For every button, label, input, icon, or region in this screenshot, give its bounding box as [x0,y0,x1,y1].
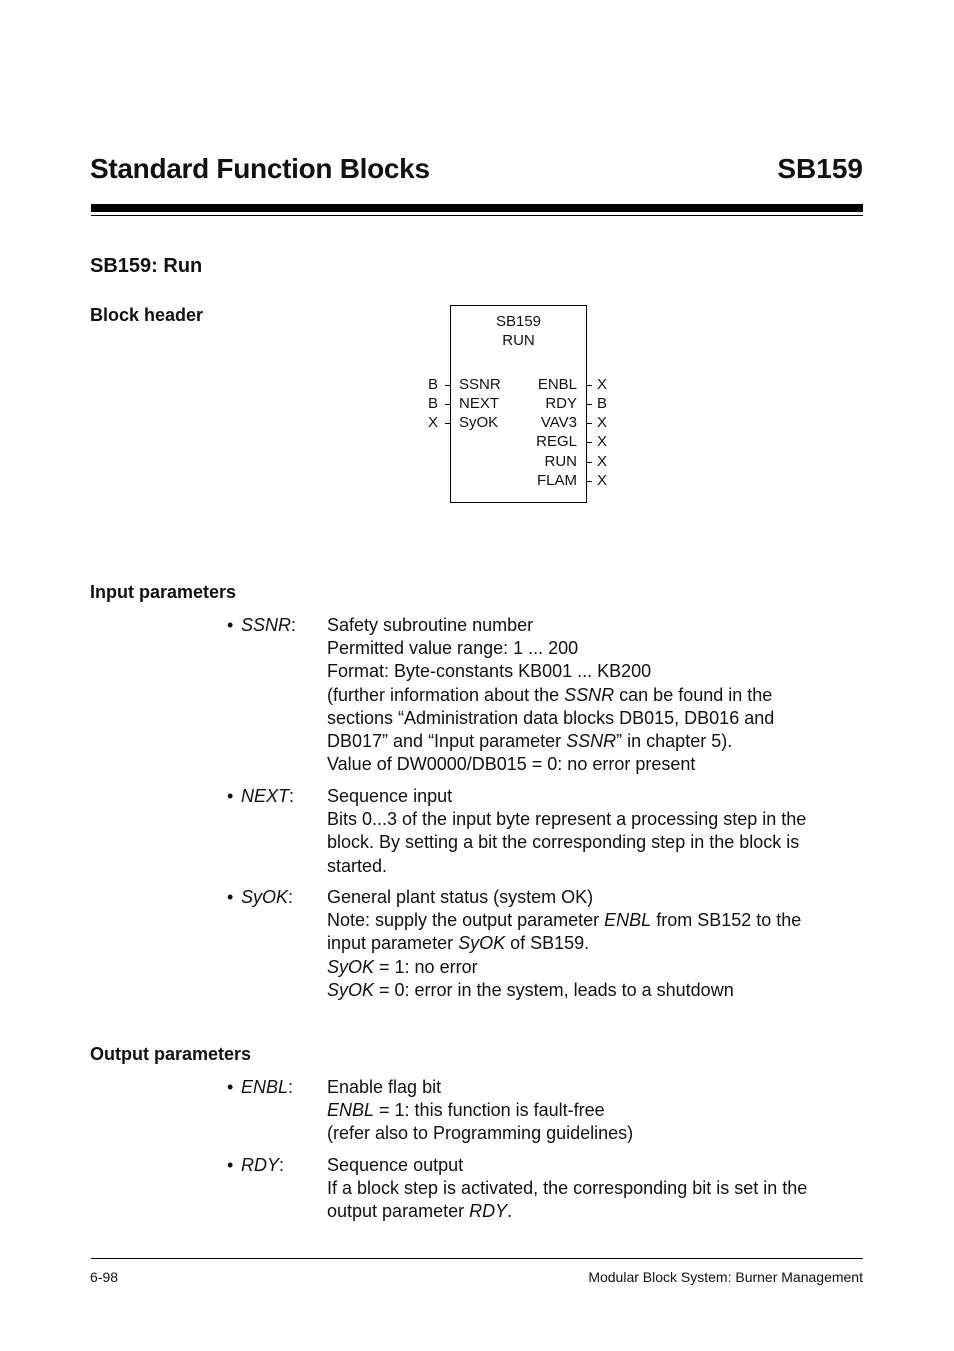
output-pin-name: VAV3 [540,414,577,431]
param-name: SyOK: [241,887,294,907]
output-pin-type: X [597,376,608,393]
param-rdy [227,1154,867,1224]
param-name: ENBL: [241,1077,294,1097]
pin-connector [445,385,450,386]
param-description: Safety subroutine number Permitted value range: 1 ... 200 Format: Byte-constants KB001 ... KB200 (further information about the SSNR can be found in the sections “Administration data blocks DB015, DB016 and DB017” and “Input parameter SSNR” in chapter 5). Value of DW0000/DB015 = 0: no error present [327,615,775,775]
header-rule-thin [91,215,863,216]
bullet: • [227,887,234,907]
output-pin-name: FLAM [536,472,577,489]
pin-connector [445,423,450,424]
input-pin-name: SSNR [459,376,501,393]
param-name: RDY: [241,1155,285,1175]
pin-connector [587,481,592,482]
pin-connector [587,442,592,443]
pin-connector [445,404,450,405]
input-pin-type: B [428,376,439,393]
param-enbl [227,1076,867,1146]
section-title: SB159: Run [90,255,203,277]
block-header-label: Block header [90,305,204,325]
param-name: NEXT: [241,786,295,806]
input-pin-type: X [428,414,439,431]
bullet: • [227,786,234,806]
pin-connector [587,423,592,424]
input-pin-name: SyOK [459,414,499,431]
output-pin-name: RUN [544,453,577,470]
param-description: General plant status (system OK) Note: supply the output parameter ENBL from SB152 to the input parameter SyOK of SB159. SyOK = 1: no error SyOK = 0: error in the system, leads to a shutdown [327,887,802,1000]
output-pin-type: X [597,472,608,489]
bullet: • [227,615,234,635]
page-header-title: Standard Function Blocks [90,153,430,184]
footer-rule [91,1258,863,1259]
param-syok [227,886,867,1002]
pin-connector [587,385,592,386]
output-pin-name: REGL [536,433,577,450]
bullet: • [227,1077,234,1097]
output-pin-type: X [597,433,608,450]
page-header-block-code: SB159 [777,153,863,184]
output-pin-type: B [597,395,608,412]
param-description: Sequence output If a block step is activated, the corresponding bit is set in the output parameter RDY. [327,1155,808,1222]
manual-title: Modular Block System: Burner Management [588,1269,863,1285]
output-pin-type: X [597,453,608,470]
param-description: Sequence input Bits 0...3 of the input byte represent a processing step in the block. By setting a bit the corresponding step in the block is started. [327,786,807,876]
output-parameters-heading: Output parameters [90,1044,252,1064]
output-pin-type: X [597,414,608,431]
output-pin-name: ENBL [537,376,577,393]
block-name: SB159 [495,313,542,330]
block-function: RUN [502,332,535,349]
output-pin-name: RDY [545,395,577,412]
pin-connector [587,462,592,463]
page-number: 6-98 [90,1269,119,1285]
param-name: SSNR: [241,615,297,635]
input-pin-name: NEXT [459,395,500,412]
bullet: • [227,1155,234,1175]
header-rule-thick [91,204,863,212]
param-ssnr [227,614,867,776]
input-pin-type: B [428,395,439,412]
pin-connector [587,404,592,405]
param-next [227,785,867,878]
param-description: Enable flag bit ENBL = 1: this function is fault-free (refer also to Programming guidelines) [327,1077,634,1144]
input-parameters-heading: Input parameters [90,582,237,602]
